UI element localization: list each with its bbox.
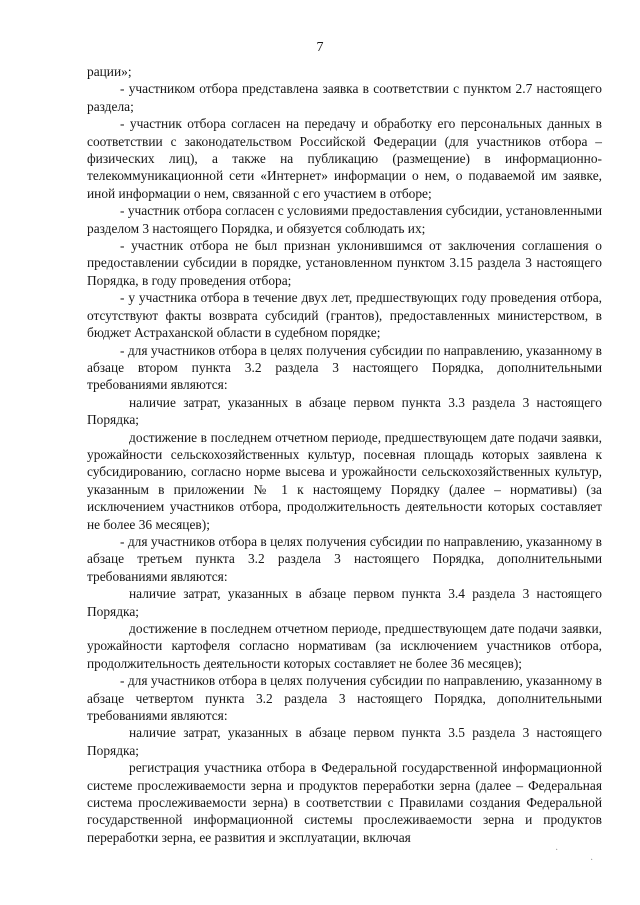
page-number: 7 (316, 40, 324, 55)
paragraph-direction-two-intro: - для участников отбора в целях получения субсидии по направлению, указанному в абзаце втором пункта 3.2 раздела 3 настоящего Порядка, дополнительными требованиями являются: (87, 342, 602, 393)
scan-speck: · (555, 845, 559, 856)
paragraph-direction-four-costs: наличие затрат, указанных в абзаце первом пункта 3.5 раздела 3 настоящего Порядка; (87, 725, 602, 758)
scan-speck: · (590, 855, 594, 866)
paragraph-requirement-agreement: - участник отбора не был признан уклонившимся от заключения соглашения о предоставлении субсидии в порядке, установленном пунктом 3.15 раздела 3 настоящего Порядка, в году проведения отбора; (87, 238, 602, 288)
paragraph-requirement-personal-data: - участник отбора согласен на передачу и обработку его персональных данных в соответствии с законодательством Российской Федерации (для участников отбора – физических лиц), а также на публикацию (размещение) в информационно-телекоммуникационной сети «Интернет» информации о нем, о подаваемой им заявке, иной информации о нем, связанной с его участием в отборе; (87, 116, 602, 201)
paragraph-direction-four-registration: регистрация участника отбора в Федеральной государственной информационной системе прослеживаемости зерна и продуктов переработки зерна (далее – Федеральная система прослеживаемости зерна) в соответствии с Правилами создания Федеральной государственной информационной системы прослеживаемости зерна и продуктов переработки зерна, ее развития и эксплуатации, включая (87, 760, 602, 845)
document-body (87, 63, 602, 846)
paragraph-direction-four-intro: - для участников отбора в целях получения субсидии по направлению, указанному в абзаце четвертом пункта 3.2 раздела 3 настоящего Порядка, дополнительными требованиями являются: (87, 673, 602, 724)
paragraph-requirement-no-refunds: - у участника отбора в течение двух лет, предшествующих году проведения отбора, отсутствуют факты возврата субсидий (грантов), предоставленных министерством, в бюджет Астраханской области в судебном порядке; (87, 290, 602, 341)
paragraph-direction-three-yield: достижение в последнем отчетном периоде, предшествующем дате подачи заявки, урожайности картофеля согласно нормативам (за исключением участников отбора, продолжительность деятельности которых составляет не более 36 месяцев); (87, 621, 602, 671)
paragraph-direction-three-costs: наличие затрат, указанных в абзаце первом пункта 3.4 раздела 3 настоящего Порядка; (87, 586, 602, 619)
paragraph-direction-two-yield: достижение в последнем отчетном периоде, предшествующем дате подачи заявки, урожайности сельскохозяйственных культур, посевная площадь которых заявлена к субсидированию, согласно норме высева и урожайности сельскохозяйственных культур, указанным в приложении № 1 к настоящему Порядку (далее – нормативы) (за исключением участников отбора, продолжительность деятельности которых составляет не более 36 месяцев); (87, 429, 602, 532)
paragraph-continuation: рации»; (87, 64, 132, 79)
paragraph-direction-two-costs: наличие затрат, указанных в абзаце первом пункта 3.3 раздела 3 настоящего Порядка; (87, 394, 602, 428)
paragraph-direction-three-intro: - для участников отбора в целях получения субсидии по направлению, указанному в абзаце третьем пункта 3.2 раздела 3 настоящего Порядка, дополнительными требованиями являются: (87, 533, 602, 584)
paragraph-requirement-application: - участником отбора представлена заявка в соответствии с пунктом 2.7 настоящего раздела; (87, 81, 602, 114)
paragraph-requirement-conditions: - участник отбора согласен с условиями предоставления субсидии, установленными разделом 3 настоящего Порядка, и обязуется соблюдать их; (87, 203, 602, 236)
